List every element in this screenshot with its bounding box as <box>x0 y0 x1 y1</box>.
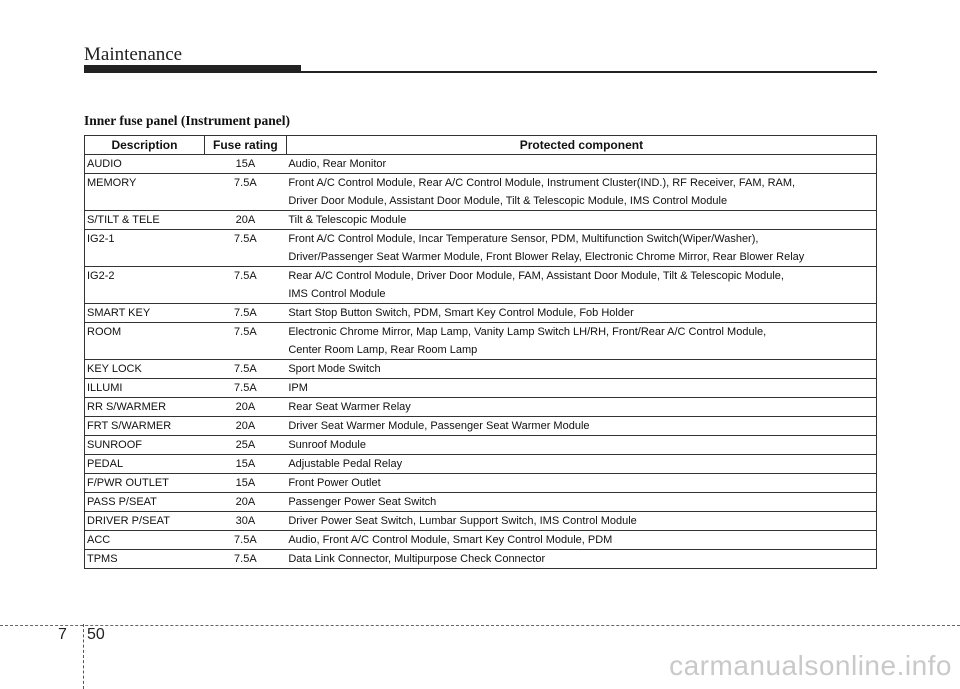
column-header-description: Description <box>85 136 205 155</box>
component-line: Driver Seat Warmer Module, Passenger Seat Warmer Module <box>288 420 590 432</box>
fuse-rating: 15A <box>204 455 286 474</box>
fuse-rating: 25A <box>204 436 286 455</box>
fuse-description: SMART KEY <box>85 304 205 323</box>
protected-component <box>286 493 876 512</box>
fuse-rating: 20A <box>204 493 286 512</box>
fuse-table-body <box>85 155 877 569</box>
header-rule-thick <box>84 65 301 73</box>
fuse-description: ACC <box>85 531 205 550</box>
protected-component <box>286 512 876 531</box>
table-row <box>85 267 877 304</box>
fuse-rating: 7.5A <box>204 550 286 569</box>
table-row <box>85 155 877 174</box>
table-row <box>85 174 877 211</box>
fuse-description: IG2-2 <box>85 267 205 304</box>
component-line: Start Stop Button Switch, PDM, Smart Key Control Module, Fob Holder <box>288 307 634 319</box>
table-row <box>85 398 877 417</box>
header-title: Maintenance <box>84 44 183 65</box>
table-header-row <box>85 136 877 155</box>
component-line: Sunroof Module <box>288 439 366 451</box>
fuse-rating: 15A <box>204 155 286 174</box>
protected-component <box>286 436 876 455</box>
protected-component <box>286 155 876 174</box>
fuse-rating: 7.5A <box>204 360 286 379</box>
fuse-description: S/TILT & TELE <box>85 211 205 230</box>
protected-component <box>286 550 876 569</box>
protected-component <box>286 304 876 323</box>
protected-component <box>286 531 876 550</box>
protected-component <box>286 398 876 417</box>
protected-component <box>286 379 876 398</box>
fuse-rating: 20A <box>204 417 286 436</box>
protected-component <box>286 230 876 267</box>
protected-component <box>286 360 876 379</box>
component-line: Driver Power Seat Switch, Lumbar Support Switch, IMS Control Module <box>288 515 637 527</box>
component-line: Audio, Front A/C Control Module, Smart Key Control Module, PDM <box>288 534 613 546</box>
table-row <box>85 360 877 379</box>
fuse-rating: 20A <box>204 211 286 230</box>
table-row <box>85 550 877 569</box>
header-rule-thin <box>301 71 877 73</box>
protected-component <box>286 455 876 474</box>
footer-divider <box>83 624 84 689</box>
component-line: Adjustable Pedal Relay <box>288 458 403 470</box>
fuse-rating: 7.5A <box>204 379 286 398</box>
fuse-description: PEDAL <box>85 455 205 474</box>
protected-component <box>286 474 876 493</box>
watermark: carmanualsonline.info <box>669 650 952 681</box>
chapter-number: 7 <box>58 626 67 643</box>
component-line: IMS Control Module <box>288 288 386 300</box>
fuse-description: AUDIO <box>85 155 205 174</box>
section-title: Inner fuse panel (Instrument panel) <box>84 113 291 128</box>
component-line: Sport Mode Switch <box>288 363 381 375</box>
component-line: IPM <box>288 382 308 394</box>
fuse-description: RR S/WARMER <box>85 398 205 417</box>
fuse-description: ROOM <box>85 323 205 360</box>
component-line: Passenger Power Seat Switch <box>288 496 437 508</box>
fuse-rating: 7.5A <box>204 230 286 267</box>
footer-rule <box>0 625 960 626</box>
component-line: Data Link Connector, Multipurpose Check Connector <box>288 553 546 565</box>
fuse-rating: 20A <box>204 398 286 417</box>
component-line: Audio, Rear Monitor <box>288 158 387 170</box>
table-row <box>85 417 877 436</box>
component-line: Front Power Outlet <box>288 477 381 489</box>
page-number: 50 <box>87 626 105 643</box>
fuse-description: KEY LOCK <box>85 360 205 379</box>
fuse-description: ILLUMI <box>85 379 205 398</box>
component-line: Rear Seat Warmer Relay <box>288 401 411 413</box>
table-row <box>85 304 877 323</box>
fuse-rating: 7.5A <box>204 531 286 550</box>
protected-component <box>286 267 876 304</box>
table-row <box>85 474 877 493</box>
table-row <box>85 230 877 267</box>
protected-component <box>286 174 876 211</box>
table-row <box>85 323 877 360</box>
protected-component <box>286 417 876 436</box>
fuse-description: SUNROOF <box>85 436 205 455</box>
component-line: Front A/C Control Module, Rear A/C Control Module, Instrument Cluster(IND.), RF Receiver, FAM, RAM, <box>288 177 796 189</box>
column-header-fuse-rating: Fuse rating <box>204 136 286 155</box>
fuse-rating: 7.5A <box>204 304 286 323</box>
column-header-protected-component: Protected component <box>286 136 876 155</box>
component-line: Electronic Chrome Mirror, Map Lamp, Vanity Lamp Switch LH/RH, Front/Rear A/C Control Module, <box>288 326 767 338</box>
component-line: Rear A/C Control Module, Driver Door Module, FAM, Assistant Door Module, Tilt & Telescopic Module, <box>288 270 784 282</box>
fuse-description: MEMORY <box>85 174 205 211</box>
component-line: Center Room Lamp, Rear Room Lamp <box>288 344 478 356</box>
protected-component <box>286 323 876 360</box>
table-row <box>85 455 877 474</box>
fuse-description: TPMS <box>85 550 205 569</box>
table-row <box>85 211 877 230</box>
fuse-description: PASS P/SEAT <box>85 493 205 512</box>
fuse-description: DRIVER P/SEAT <box>85 512 205 531</box>
table-row <box>85 379 877 398</box>
fuse-rating: 7.5A <box>204 174 286 211</box>
fuse-rating: 15A <box>204 474 286 493</box>
fuse-description: FRT S/WARMER <box>85 417 205 436</box>
component-line: Tilt & Telescopic Module <box>288 214 407 226</box>
fuse-description: IG2-1 <box>85 230 205 267</box>
protected-component <box>286 211 876 230</box>
fuse-rating: 30A <box>204 512 286 531</box>
table-row <box>85 493 877 512</box>
table-row <box>85 436 877 455</box>
component-line: Driver Door Module, Assistant Door Module, Tilt & Telescopic Module, IMS Control Module <box>288 195 728 207</box>
fuse-description: F/PWR OUTLET <box>85 474 205 493</box>
fuse-rating: 7.5A <box>204 267 286 304</box>
table-row <box>85 531 877 550</box>
component-line: Driver/Passenger Seat Warmer Module, Front Blower Relay, Electronic Chrome Mirror, Rear Blower Relay <box>288 251 805 263</box>
component-line: Front A/C Control Module, Incar Temperature Sensor, PDM, Multifunction Switch(Wiper/Washer), <box>288 233 759 245</box>
fuse-table <box>84 135 877 569</box>
table-row <box>85 512 877 531</box>
fuse-rating: 7.5A <box>204 323 286 360</box>
